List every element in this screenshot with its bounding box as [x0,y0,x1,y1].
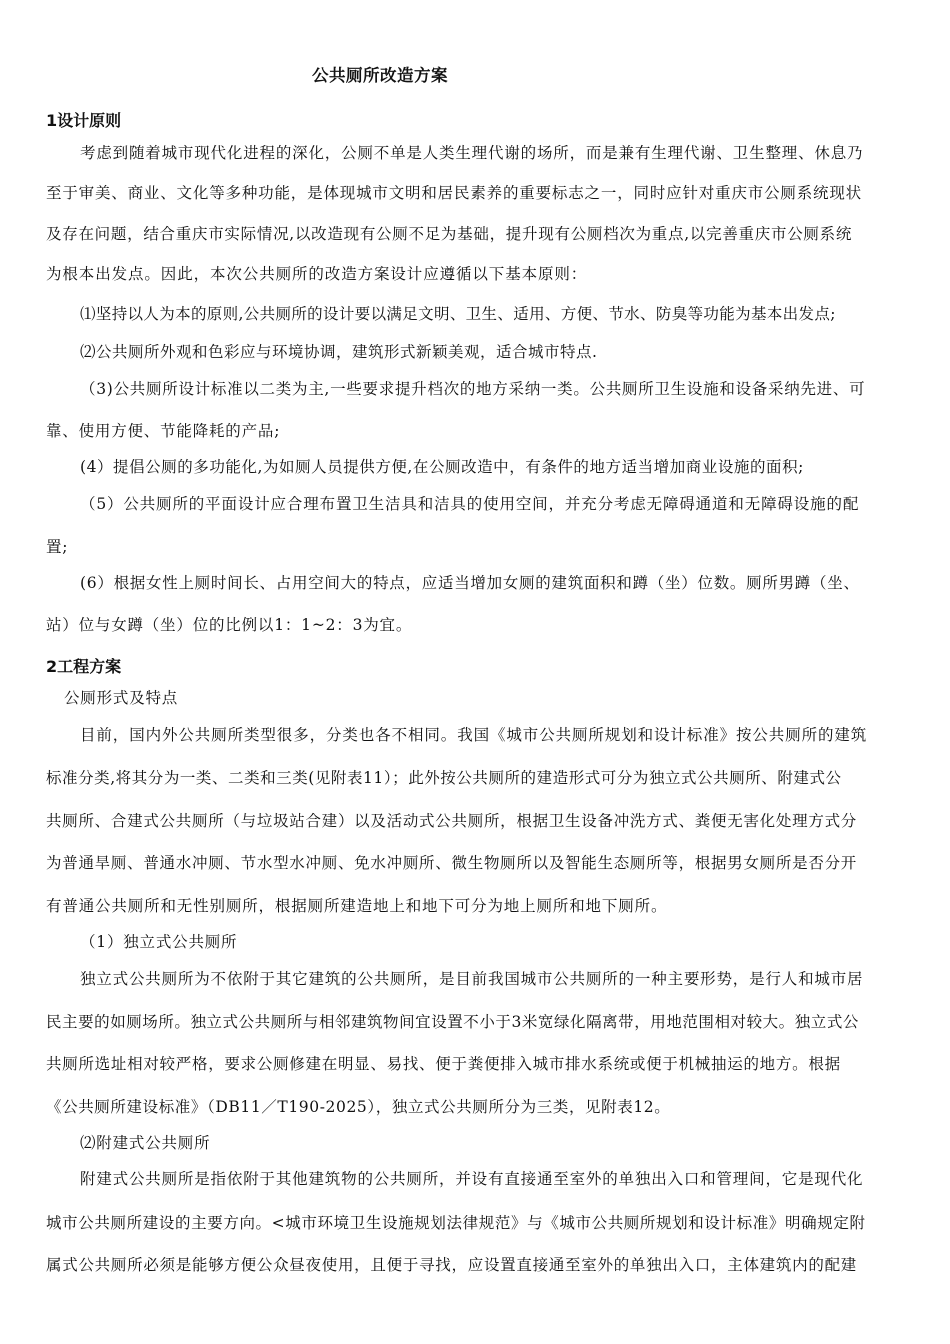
type-2-label: ⑵附建式公共厕所 [80,1134,211,1152]
section-2-intro-line-3: 共厕所、合建式公共厕所（与垃圾站合建）以及活动式公共厕所，根据卫生设备冲洗方式、粪便无害化处理方式分 [46,812,858,830]
type-1-line-4: 《公共厕所建设标准》（DB11／T190-2025），独立式公共厕所分为三类，见附表12。 [46,1098,671,1116]
type-2-line-3: 属式公共厕所必须是能够方便公众昼夜使用，且便于寻找，应设置直接通至室外的单独出入口，主体建筑内的配建 [46,1256,858,1274]
principle-6-line-1: (6）根据女性上厕时间长、占用空间大的特点，应适当增加女厕的建筑面积和蹲（坐）位数。厕所男蹲（坐、 [80,574,860,592]
principle-1: ⑴坚持以人为本的原则,公共厕所的设计要以满足文明、卫生、适用、方便、节水、防臭等功能为基本出发点; [80,305,836,323]
section-1-intro-line-3: 及存在问题，结合重庆市实际情况,以改造现有公厕不足为基础，提升现有公厕档次为重点,以完善重庆市公厕系统 [46,225,853,243]
principle-6-line-2: 站）位与女蹲（坐）位的比例以1：1~2：3为宜。 [46,616,413,634]
principle-3-line-1: （3)公共厕所设计标准以二类为主,一些要求提升档次的地方采纳一类。公共厕所卫生设施和设备采纳先进、可 [80,380,866,398]
type-1-line-3: 共厕所选址相对较严格，要求公厕修建在明显、易找、便于粪便排入城市排水系统或便于机械抽运的地方。根据 [46,1055,841,1073]
principle-3-line-2: 靠、使用方便、节能降耗的产品; [46,422,281,440]
type-2-line-2: 城市公共厕所建设的主要方向。<城市环境卫生设施规划法律规范》与《城市公共厕所规划和设计标准》明确规定附 [46,1214,866,1232]
principle-4: (4）提倡公厕的多功能化,为如厕人员提供方便,在公厕改造中，有条件的地方适当增加商业设施的面积; [80,458,804,476]
document-title: 公共厕所改造方案 [312,66,448,85]
section-2-heading: 2工程方案 [46,657,122,676]
type-2-line-1: 附建式公共厕所是指依附于其他建筑物的公共厕所，并设有直接通至室外的单独出入口和管理间，它是现代化 [80,1170,864,1188]
principle-5-line-2: 置; [46,538,69,556]
section-2-intro-line-4: 为普通旱厕、普通水冲厕、节水型水冲厕、免水冲厕所、微生物厕所以及智能生态厕所等，根据男女厕所是否分开 [46,854,858,872]
principle-5-line-1: （5）公共厕所的平面设计应合理布置卫生洁具和洁具的使用空间，并充分考虑无障碍通道和无障碍设施的配 [80,495,860,513]
section-2-intro-line-1: 目前，国内外公共厕所类型很多，分类也各不相同。我国《城市公共厕所规划和设计标准》按公共厕所的建筑 [80,726,868,744]
section-2-intro-line-2: 标准分类,将其分为一类、二类和三类(见附表11）；此外按公共厕所的建造形式可分为独立式公共厕所、附建式公 [46,769,842,787]
principle-2: ⑵公共厕所外观和色彩应与环境协调，建筑形式新颖美观，适合城市特点. [80,343,598,361]
section-1-intro-line-2: 至于审美、商业、文化等多种功能，是体现城市文明和居民素养的重要标志之一，同时应针对重庆市公厕系统现状 [46,184,863,202]
type-1-line-1: 独立式公共厕所为不依附于其它建筑的公共厕所，是目前我国城市公共厕所的一种主要形势，是行人和城市居 [80,970,864,988]
section-1-heading: 1设计原则 [46,111,122,130]
section-2-subheading: 公厕形式及特点 [64,689,179,707]
section-1-intro-line-1: 考虑到随着城市现代化进程的深化，公厕不单是人类生理代谢的场所，而是兼有生理代谢、卫生整理、休息乃 [80,144,864,162]
section-1-intro-line-4: 为根本出发点。因此，本次公共厕所的改造方案设计应遵循以下基本原则： [46,265,588,283]
type-1-label: （1）独立式公共厕所 [80,933,238,951]
type-1-line-2: 民主要的如厕场所。独立式公共厕所与相邻建筑物间宜设置不小于3米宽绿化隔离带，用地范围相对较大。独立式公 [46,1013,859,1031]
section-2-intro-line-5: 有普通公共厕所和无性别厕所，根据厕所建造地上和地下可分为地上厕所和地下厕所。 [46,897,668,915]
